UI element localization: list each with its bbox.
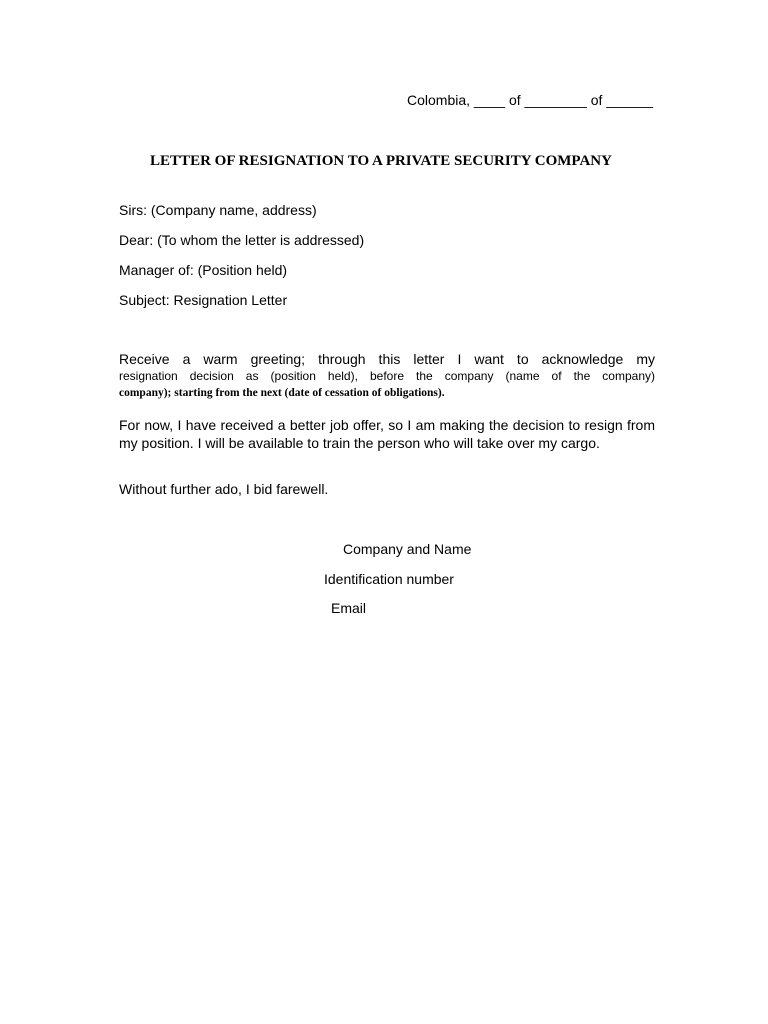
signature-company-name: Company and Name bbox=[343, 541, 472, 557]
greeting-paragraph bbox=[119, 351, 655, 402]
date-line: Colombia, ____ of ________ of ______ bbox=[407, 92, 653, 108]
position-field: Manager of: (Position held) bbox=[119, 262, 288, 278]
greeting-line-3: company); starting from the next (date of cessation of obligations). bbox=[119, 387, 445, 399]
recipient-company-field: Sirs: (Company name, address) bbox=[119, 202, 317, 218]
subject-field: Subject: Resignation Letter bbox=[119, 292, 288, 308]
signature-identification: Identification number bbox=[324, 571, 454, 587]
recipient-name-field: Dear: (To whom the letter is addressed) bbox=[119, 232, 365, 248]
signature-email: Email bbox=[331, 600, 367, 616]
greeting-line-2: resignation decision as (position held), before the company (name of the company) bbox=[119, 369, 655, 383]
job-offer-paragraph: For now, I have received a better job offer, so I am making the decision to resign from my position. I will be available to train the person who will take over my cargo. bbox=[119, 417, 655, 451]
letter-title: LETTER OF RESIGNATION TO A PRIVATE SECURITY COMPANY bbox=[150, 153, 612, 169]
closing-line: Without further ado, I bid farewell. bbox=[119, 481, 329, 497]
greeting-line-1: Receive a warm greeting; through this letter I want to acknowledge my bbox=[119, 351, 655, 367]
